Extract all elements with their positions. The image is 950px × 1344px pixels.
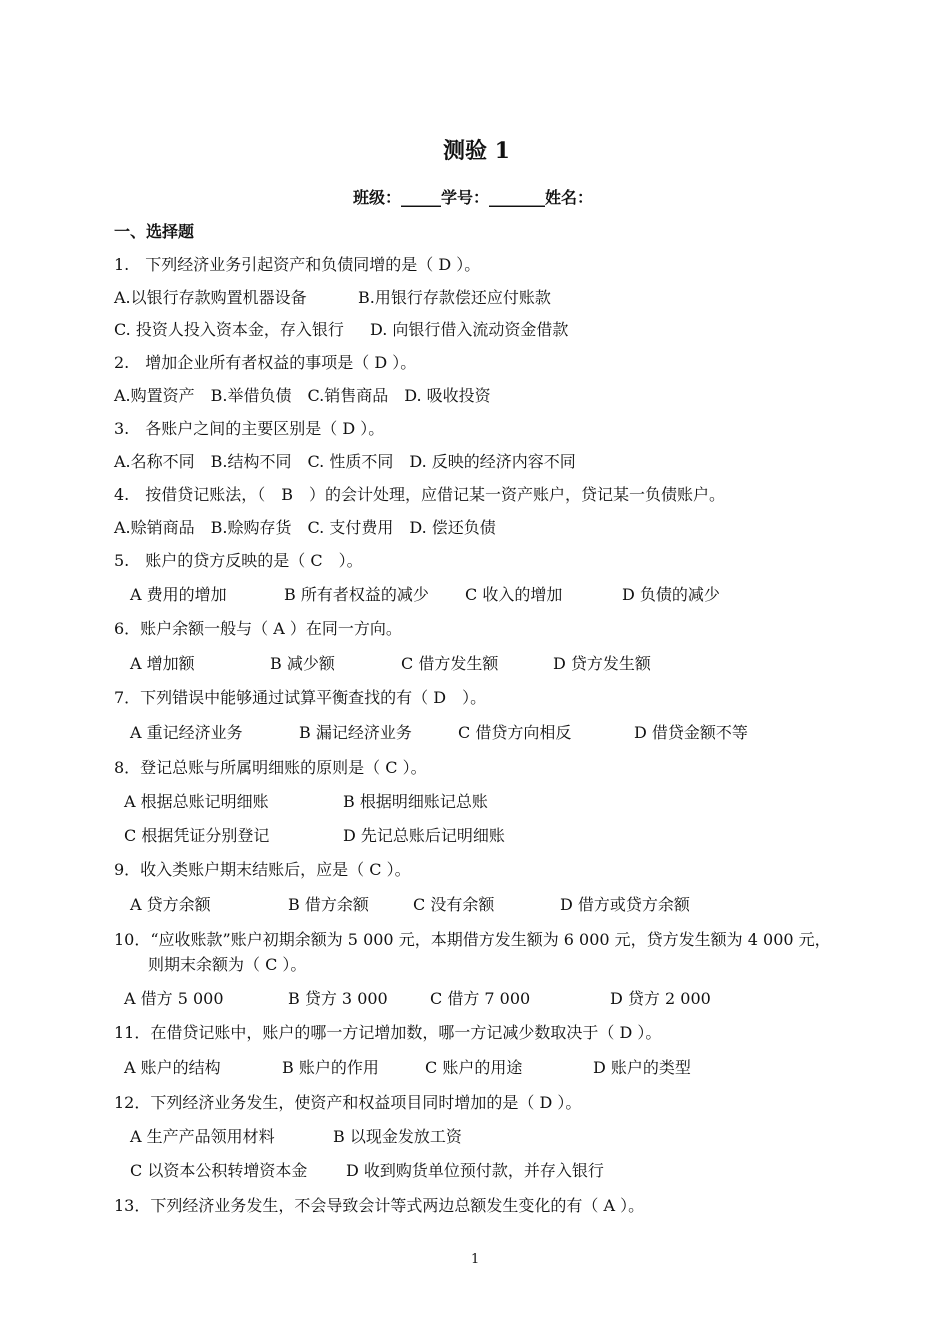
option-9-b: B 借方余额 [288,895,369,914]
options-2: A.购置资产 B.举借负债 C.销售商品 D. 吸收投资 [114,386,491,405]
option-12-d: D 收到购货单位预付款，并存入银行 [346,1161,604,1180]
option-8-a: A 根据总账记明细账 [124,792,269,811]
option-12-c: C 以资本公积转增资本金 [130,1161,308,1180]
question-6: 6．账户余额一般与（ A ）在同一方向。 [114,619,402,638]
option-10-c: C 借方 7 000 [430,989,531,1008]
page-title: 测验 1 [443,138,510,164]
question-10: 10．“应收账款”账户初期余额为 5 000 元，本期借方发生额为 6 000 元，贷方发生额为 4 000 元， [114,930,831,949]
option-11-b: B 账户的作用 [282,1058,379,1077]
option-10-d: D 贷方 2 000 [610,989,711,1008]
option-7-a: A 重记经济业务 [130,723,243,742]
option-9-c: C 没有余额 [413,895,495,914]
question-9: 9．收入类账户期末结账后，应是（ C ）。 [114,860,411,879]
option-1-d: D. 向银行借入流动资金借款 [370,320,569,339]
question-10-continued: 则期末余额为（ C ）。 [148,955,307,974]
option-1-a: A.以银行存款购置机器设备 [114,288,307,307]
option-7-d: D 借贷金额不等 [634,723,748,742]
options-4: A.赊销商品 B.赊购存货 C. 支付费用 D. 偿还负债 [114,518,496,537]
option-7-b: B 漏记经济业务 [299,723,412,742]
option-6-a: A 增加额 [130,654,195,673]
question-1: 1. 下列经济业务引起资产和负债同增的是（ D ）。 [114,255,481,274]
question-13: 13．下列经济业务发生，不会导致会计等式两边总额发生变化的有（ A ）。 [114,1196,645,1215]
option-5-c: C 收入的增加 [465,585,563,604]
options-3: A.名称不同 B.结构不同 C. 性质不同 D. 反映的经济内容不同 [114,452,576,471]
question-8: 8．登记总账与所属明细账的原则是（ C ）。 [114,758,427,777]
question-2: 2. 增加企业所有者权益的事项是（ D ）。 [114,353,417,372]
option-6-c: C 借方发生额 [401,654,499,673]
option-10-b: B 贷方 3 000 [288,989,388,1008]
option-1-b: B.用银行存款偿还应付账款 [358,288,551,307]
option-11-a: A 账户的结构 [124,1058,221,1077]
option-6-b: B 减少额 [270,654,335,673]
option-6-d: D 贷方发生额 [553,654,651,673]
option-8-b: B 根据明细账记总账 [343,792,488,811]
option-10-a: A 借方 5 000 [124,989,224,1008]
option-12-a: A 生产产品领用材料 [130,1127,275,1146]
question-5: 5. 账户的贷方反映的是（ C ）。 [114,551,363,570]
option-7-c: C 借贷方向相反 [458,723,572,742]
option-5-d: D 负债的减少 [622,585,720,604]
option-11-c: C 账户的用途 [425,1058,523,1077]
option-5-b: B 所有者权益的减少 [284,585,429,604]
option-8-c: C 根据凭证分别登记 [124,826,270,845]
question-3: 3. 各账户之间的主要区别是（ D ）。 [114,419,385,438]
question-12: 12．下列经济业务发生，使资产和权益项目同时增加的是（ D ）。 [114,1093,582,1112]
question-4: 4. 按借贷记账法，（ B ）的会计处理，应借记某一资产账户，贷记某一负债账户。 [114,485,726,504]
option-5-a: A 费用的增加 [130,585,227,604]
section-heading: 一、选择题 [114,222,195,241]
question-7: 7．下列错误中能够通过试算平衡查找的有（ D ）。 [114,688,487,707]
option-9-a: A 贷方余额 [130,895,211,914]
option-1-c: C. 投资人投入资本金，存入银行 [114,320,344,339]
option-9-d: D 借方或贷方余额 [560,895,690,914]
option-12-b: B 以现金发放工资 [333,1127,462,1146]
option-8-d: D 先记总账后记明细账 [343,826,505,845]
page-number: 1 [471,1252,480,1267]
option-11-d: D 账户的类型 [593,1058,691,1077]
class-id-name-line: 班级：_____学号：_______姓名： [353,188,594,207]
question-11: 11．在借贷记账中，账户的哪一方记增加数，哪一方记减少数取决于（ D ）。 [114,1023,662,1042]
